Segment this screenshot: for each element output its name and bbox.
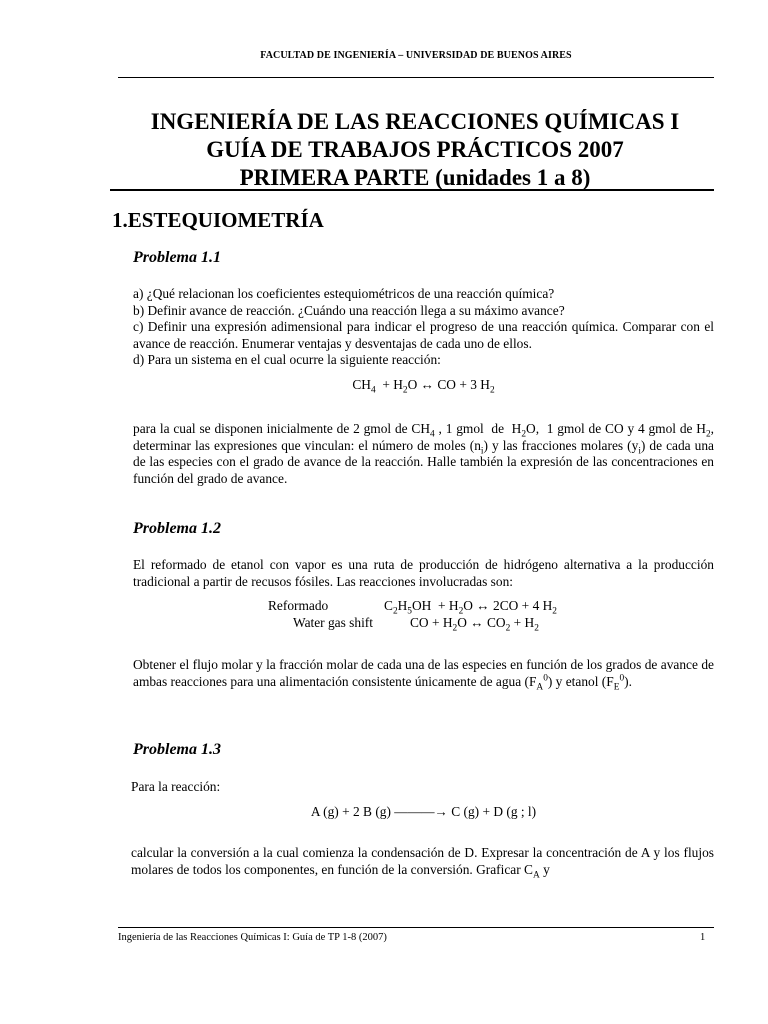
problem-1-2-heading: Problema 1.2 bbox=[133, 520, 221, 537]
question-d: d) Para un sistema en el cual ocurre la siguiente reacción: bbox=[133, 352, 441, 368]
title-line-1: INGENIERÍA DE LAS REACCIONES QUÍMICAS I bbox=[150, 109, 680, 134]
problem-1-1-heading: Problema 1.1 bbox=[133, 249, 221, 266]
document-title bbox=[110, 108, 720, 192]
page-number: 1 bbox=[700, 932, 706, 943]
reaction-label-water-gas-shift: Water gas shift bbox=[293, 615, 373, 630]
reaction-1-1: $CH_4 + H_2O$ ↔ CO + 3 $H_2$ bbox=[352, 377, 495, 396]
header-rule bbox=[118, 77, 714, 78]
question-b: b) Definir avance de reacción. ¿Cuándo una reacción llega a su máximo avance? bbox=[133, 302, 565, 318]
question-c: c) Definir una expresión adimensional para indicar el progreso de una reacción química. Comparar con el avance de reacción. Enumerar ventajas y desventajas de cada uno de ellos. bbox=[133, 319, 714, 351]
title-rule bbox=[110, 189, 714, 191]
reaction-label-reformado: Reformado bbox=[268, 598, 329, 613]
title-line-3: PRIMERA PARTE (unidades 1 a 8) bbox=[239, 165, 591, 190]
question-a: a) ¿Qué relacionan los coeficientes estequiométricos de una reacción química? bbox=[133, 286, 555, 301]
problem-1-2-intro: El reformado de etanol con vapor es una ruta de producción de hidrógeno alternativa a la producción tradicional a partir de recusos fósiles. Las reacciones involucradas son: bbox=[133, 557, 714, 589]
running-header: FACULTAD DE INGENIERÍA – UNIVERSIDAD DE BUENOS AIRES bbox=[260, 50, 572, 61]
footer-text: Ingeniería de las Reacciones Químicas I: Guía de TP 1-8 (2007) bbox=[118, 932, 387, 943]
problem-1-3-heading: Problema 1.3 bbox=[133, 741, 221, 758]
reaction-reformado: $C_2H_5OH + H_2O$ ↔ 2CO + 4 $H_2$ bbox=[384, 598, 557, 617]
footer-rule bbox=[118, 927, 714, 928]
problem-1-3-body: calcular la conversión a la cual comienza la condensación de D. Expresar la concentración de A y los flujos molares de todos los componentes, en función de la conversión. Graficar $C_A$ y bbox=[131, 845, 714, 881]
reaction-water-gas-shift: CO + $H_2O$ ↔ $CO_2 + H_2$ bbox=[410, 615, 539, 634]
problem-1-2-body: Obtener el flujo molar y la fracción molar de cada una de las especies en función de los grados de avance de ambas reacciones para una alimentación consistente únicamente de agua $(F_A^0)$ y etanol $(F_E^0)$. bbox=[133, 657, 714, 693]
problem-1-1-questions bbox=[133, 286, 714, 369]
reaction-1-3: A (g) + 2 B (g) ———→ C (g) + D (g ; l) bbox=[310, 804, 537, 819]
title-line-2: GUÍA DE TRABAJOS PRÁCTICOS 2007 bbox=[206, 137, 624, 162]
section-heading: 1.ESTEQUIOMETRÍA bbox=[112, 208, 324, 232]
problem-1-1-body: para la cual se disponen inicialmente de 2 gmol de $CH_4$ , 1 gmol de $H_2O$, 1 gmol de CO y 4 gmol de $H_2$, determinar las expresiones que vinculan: el número de moles $(n_i)$ y las fracciones molares $(y_i)$ de cada una de las especies con el grado de avance de la reacción. Halle también la expresión de las concentraciones en función del grado de avance. bbox=[133, 421, 715, 486]
problem-1-3-intro: Para la reacción: bbox=[131, 779, 221, 794]
